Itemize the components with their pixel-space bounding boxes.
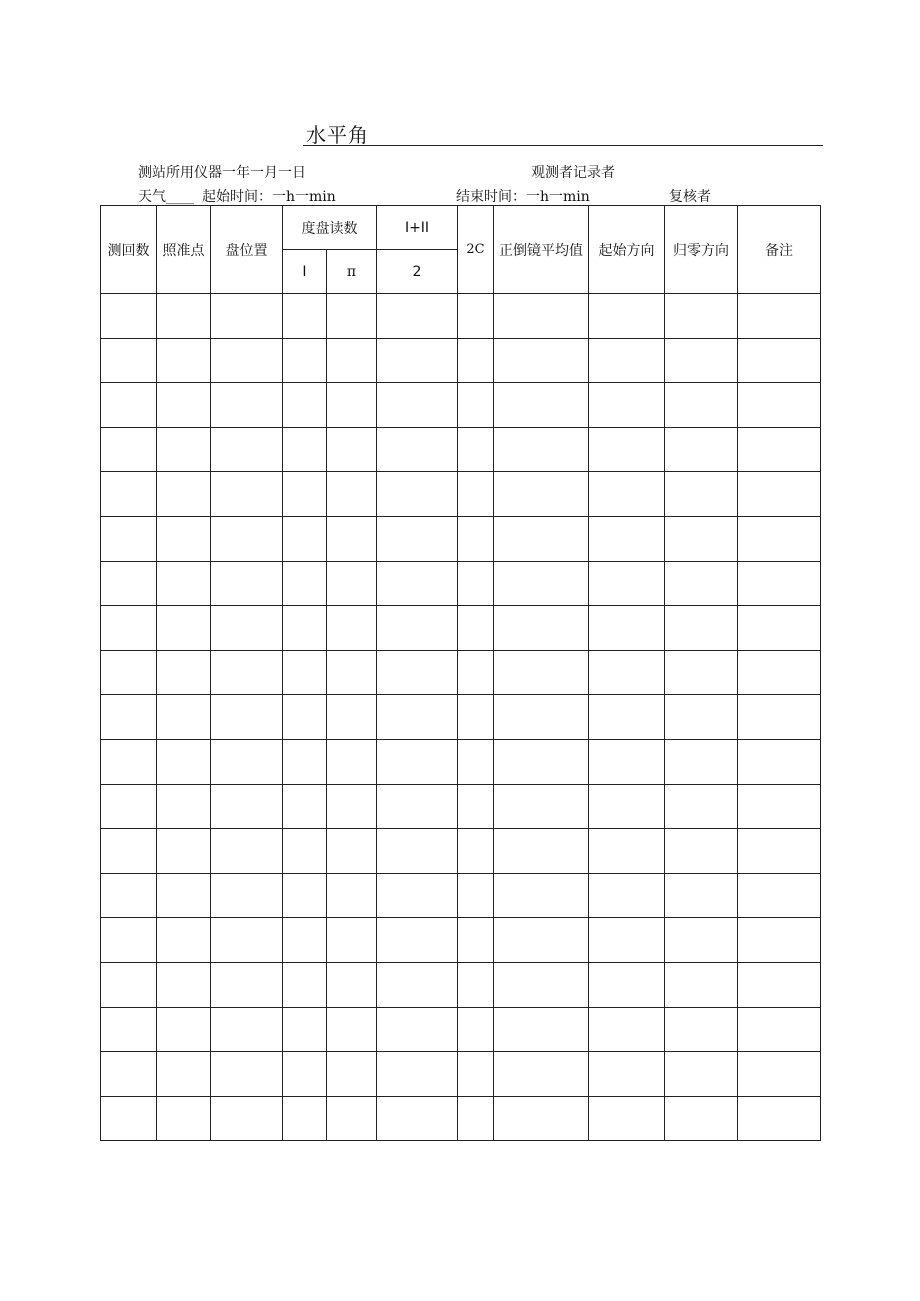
table-cell: [494, 1096, 589, 1141]
table-cell: [738, 918, 821, 963]
table-cell: [211, 918, 283, 963]
table-row: [101, 561, 821, 606]
table-cell: [738, 650, 821, 695]
table-row: [101, 516, 821, 561]
table-cell: [377, 1052, 458, 1097]
table-cell: [494, 472, 589, 517]
table-cell: [283, 383, 327, 428]
table-cell: [377, 784, 458, 829]
table-cell: [211, 1007, 283, 1052]
table-cell: [377, 1096, 458, 1141]
table-cell: [494, 650, 589, 695]
table-cell: [377, 650, 458, 695]
table-cell: [458, 472, 494, 517]
table-cell: [494, 427, 589, 472]
table-cell: [458, 338, 494, 383]
table-cell: [327, 918, 377, 963]
table-cell: [327, 427, 377, 472]
table-cell: [283, 784, 327, 829]
table-cell: [458, 606, 494, 651]
table-cell: [665, 962, 738, 1007]
table-cell: [327, 294, 377, 339]
table-cell: [458, 695, 494, 740]
header-sum-top: I+II: [377, 206, 458, 250]
table-cell: [327, 873, 377, 918]
table-cell: [283, 962, 327, 1007]
table-cell: [157, 472, 211, 517]
weather-field: 天气____: [138, 189, 194, 205]
table-cell: [211, 695, 283, 740]
table-row: [101, 1052, 821, 1097]
table-row: [101, 918, 821, 963]
table-cell: [157, 561, 211, 606]
table-cell: [101, 784, 157, 829]
table-cell: [157, 383, 211, 428]
table-cell: [589, 606, 665, 651]
table-cell: [327, 383, 377, 428]
table-cell: [283, 427, 327, 472]
table-cell: [377, 383, 458, 428]
table-cell: [458, 1007, 494, 1052]
table-cell: [377, 829, 458, 874]
table-cell: [211, 650, 283, 695]
table-cell: [327, 829, 377, 874]
table-cell: [494, 918, 589, 963]
table-cell: [738, 1052, 821, 1097]
header-reading-i: I: [283, 250, 327, 294]
table-cell: [283, 739, 327, 784]
table-row: [101, 472, 821, 517]
table-cell: [101, 606, 157, 651]
table-row: [101, 383, 821, 428]
page-title: 水平角: [306, 123, 369, 147]
table-cell: [458, 962, 494, 1007]
table-cell: [458, 294, 494, 339]
table-cell: [211, 873, 283, 918]
table-cell: [101, 962, 157, 1007]
table-cell: [377, 516, 458, 561]
table-cell: [377, 962, 458, 1007]
table-cell: [157, 1052, 211, 1097]
table-cell: [494, 1052, 589, 1097]
header-mean-value: 正倒镜平均值: [494, 206, 589, 294]
start-time-field: 起始时间：一h一min: [202, 189, 336, 205]
table-cell: [157, 1096, 211, 1141]
table-cell: [589, 695, 665, 740]
table-cell: [738, 784, 821, 829]
table-cell: [101, 695, 157, 740]
header-circle-reading: 度盘读数: [283, 206, 377, 250]
table-cell: [211, 427, 283, 472]
table-row: [101, 739, 821, 784]
table-cell: [283, 1052, 327, 1097]
table-cell: [327, 516, 377, 561]
table-cell: [101, 516, 157, 561]
table-cell: [458, 873, 494, 918]
table-cell: [665, 338, 738, 383]
table-cell: [211, 739, 283, 784]
table-cell: [327, 472, 377, 517]
table-cell: [327, 1007, 377, 1052]
table-cell: [738, 338, 821, 383]
table-cell: [101, 383, 157, 428]
table-cell: [101, 472, 157, 517]
table-cell: [377, 918, 458, 963]
table-cell: [283, 472, 327, 517]
table-cell: [458, 516, 494, 561]
table-cell: [283, 695, 327, 740]
table-row: [101, 1096, 821, 1141]
table-cell: [665, 1007, 738, 1052]
table-cell: [101, 1052, 157, 1097]
table-cell: [211, 338, 283, 383]
table-cell: [665, 561, 738, 606]
table-cell: [458, 918, 494, 963]
table-cell: [589, 1096, 665, 1141]
table-body: [101, 294, 821, 1141]
table-cell: [458, 1052, 494, 1097]
table-cell: [665, 873, 738, 918]
table-cell: [327, 606, 377, 651]
header-disk-position: 盘位置: [211, 206, 283, 294]
table-cell: [157, 918, 211, 963]
table-cell: [589, 427, 665, 472]
table-cell: [101, 873, 157, 918]
table-cell: [327, 739, 377, 784]
table-cell: [157, 695, 211, 740]
table-cell: [665, 829, 738, 874]
table-row: [101, 695, 821, 740]
table-cell: [283, 561, 327, 606]
table-cell: [211, 1052, 283, 1097]
station-instrument-line: 测站所用仪器一年一月一日: [138, 165, 306, 181]
table-cell: [377, 472, 458, 517]
observer-recorder-line: 观测者记录者: [531, 165, 615, 181]
table-cell: [377, 695, 458, 740]
table-cell: [377, 739, 458, 784]
table-row: [101, 1007, 821, 1052]
table-cell: [458, 650, 494, 695]
table-cell: [494, 561, 589, 606]
table-cell: [101, 829, 157, 874]
table-cell: [211, 516, 283, 561]
table-cell: [665, 516, 738, 561]
table-cell: [665, 650, 738, 695]
table-cell: [494, 739, 589, 784]
table-cell: [283, 1007, 327, 1052]
table-cell: [665, 427, 738, 472]
table-cell: [738, 1096, 821, 1141]
table-cell: [211, 294, 283, 339]
table-cell: [327, 784, 377, 829]
table-cell: [327, 962, 377, 1007]
table-cell: [458, 427, 494, 472]
table-row: [101, 294, 821, 339]
table-cell: [738, 294, 821, 339]
table-cell: [327, 650, 377, 695]
table-cell: [157, 1007, 211, 1052]
table-row: [101, 606, 821, 651]
table-cell: [494, 1007, 589, 1052]
table-cell: [665, 1096, 738, 1141]
table-cell: [377, 873, 458, 918]
table-cell: [494, 962, 589, 1007]
table-cell: [377, 294, 458, 339]
table-row: [101, 829, 821, 874]
table-cell: [157, 784, 211, 829]
table-cell: [458, 829, 494, 874]
table-cell: [665, 472, 738, 517]
table-cell: [494, 606, 589, 651]
table-cell: [101, 294, 157, 339]
table-cell: [101, 739, 157, 784]
header-2c: 2C: [458, 206, 494, 294]
table-cell: [283, 873, 327, 918]
table-cell: [665, 294, 738, 339]
table-cell: [283, 829, 327, 874]
table-cell: [589, 739, 665, 784]
table-cell: [589, 561, 665, 606]
table-cell: [665, 918, 738, 963]
table-cell: [157, 739, 211, 784]
table-cell: [589, 1052, 665, 1097]
observation-table: [100, 205, 821, 1141]
table-cell: [101, 918, 157, 963]
header-reading-ii: π: [327, 250, 377, 294]
table-cell: [738, 1007, 821, 1052]
table-cell: [738, 383, 821, 428]
table-cell: [283, 650, 327, 695]
header-round-count: 测回数: [101, 206, 157, 294]
table-row: [101, 873, 821, 918]
table-cell: [327, 1052, 377, 1097]
table-cell: [101, 338, 157, 383]
table-cell: [494, 829, 589, 874]
table-cell: [377, 606, 458, 651]
table-cell: [589, 516, 665, 561]
table-cell: [458, 739, 494, 784]
table-cell: [101, 650, 157, 695]
table-cell: [458, 1096, 494, 1141]
table-cell: [283, 294, 327, 339]
end-time-field: 结束时间：一h一min: [456, 189, 590, 205]
table-cell: [211, 784, 283, 829]
table-cell: [283, 1096, 327, 1141]
table-cell: [101, 1007, 157, 1052]
table-row: [101, 338, 821, 383]
table-cell: [589, 338, 665, 383]
table-cell: [327, 338, 377, 383]
table-cell: [738, 829, 821, 874]
table-cell: [101, 561, 157, 606]
table-cell: [494, 516, 589, 561]
table-cell: [101, 1096, 157, 1141]
table-row: [101, 784, 821, 829]
checker-field: 复核者: [669, 189, 711, 205]
table-cell: [283, 516, 327, 561]
table-row: [101, 962, 821, 1007]
table-cell: [327, 695, 377, 740]
table-cell: [458, 561, 494, 606]
table-cell: [589, 1007, 665, 1052]
table-cell: [589, 918, 665, 963]
table-cell: [377, 338, 458, 383]
table-cell: [327, 561, 377, 606]
header-remarks: 备注: [738, 206, 821, 294]
table-cell: [665, 1052, 738, 1097]
table-cell: [157, 516, 211, 561]
table-cell: [494, 784, 589, 829]
table-cell: [494, 294, 589, 339]
table-cell: [157, 338, 211, 383]
table-cell: [458, 383, 494, 428]
table-cell: [458, 784, 494, 829]
table-cell: [157, 873, 211, 918]
table-cell: [283, 918, 327, 963]
table-cell: [211, 829, 283, 874]
table-cell: [738, 472, 821, 517]
table-cell: [157, 294, 211, 339]
table-cell: [377, 427, 458, 472]
table-cell: [494, 695, 589, 740]
table-cell: [494, 873, 589, 918]
table-cell: [211, 1096, 283, 1141]
table-cell: [738, 739, 821, 784]
table-cell: [211, 383, 283, 428]
table-cell: [157, 962, 211, 1007]
table-cell: [494, 338, 589, 383]
header-zero-direction: 归零方向: [665, 206, 738, 294]
table-cell: [283, 606, 327, 651]
table-cell: [665, 383, 738, 428]
table-cell: [738, 561, 821, 606]
table-cell: [589, 829, 665, 874]
table-cell: [589, 962, 665, 1007]
table-cell: [589, 472, 665, 517]
table-cell: [157, 829, 211, 874]
table-cell: [738, 516, 821, 561]
table-cell: [589, 873, 665, 918]
header-target-point: 照准点: [157, 206, 211, 294]
table-cell: [211, 962, 283, 1007]
table-cell: [157, 650, 211, 695]
header-sum-bottom: 2: [377, 250, 458, 294]
table-cell: [327, 1096, 377, 1141]
table-cell: [665, 695, 738, 740]
table-cell: [589, 383, 665, 428]
table-cell: [211, 561, 283, 606]
table-cell: [665, 606, 738, 651]
table-cell: [738, 427, 821, 472]
table-row: [101, 650, 821, 695]
table-cell: [589, 294, 665, 339]
table-cell: [738, 873, 821, 918]
header-start-direction: 起始方向: [589, 206, 665, 294]
table-cell: [738, 962, 821, 1007]
table-cell: [665, 739, 738, 784]
table-cell: [157, 427, 211, 472]
title-underline: [303, 145, 823, 146]
table-cell: [665, 784, 738, 829]
table-cell: [101, 427, 157, 472]
table-cell: [738, 695, 821, 740]
table-cell: [211, 606, 283, 651]
table-cell: [738, 606, 821, 651]
table-cell: [494, 383, 589, 428]
table-cell: [377, 561, 458, 606]
table-cell: [157, 606, 211, 651]
table-row: [101, 427, 821, 472]
table-cell: [283, 338, 327, 383]
table-cell: [377, 1007, 458, 1052]
table-cell: [589, 650, 665, 695]
table-cell: [211, 472, 283, 517]
table-cell: [589, 784, 665, 829]
